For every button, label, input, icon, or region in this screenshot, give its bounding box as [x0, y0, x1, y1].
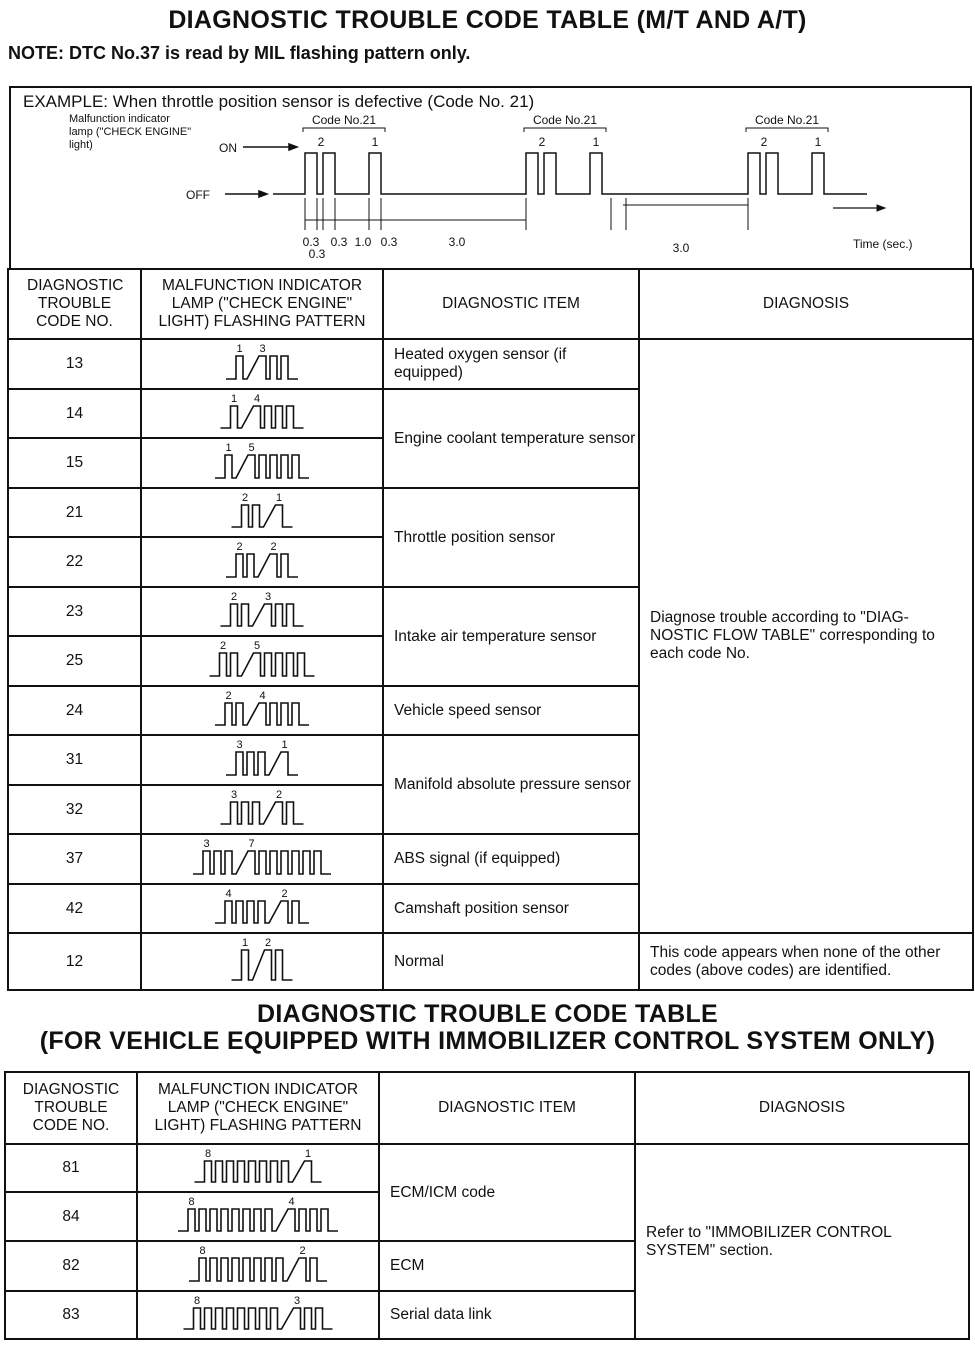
pulse-count-b: 3 — [293, 1295, 301, 1307]
diagnostic-item: ECM/ICM code — [379, 1144, 635, 1241]
pulse-count-a: 1 — [241, 937, 249, 949]
example-heading: EXAMPLE: When throttle position sensor is defective (Code No. 21) — [23, 92, 535, 111]
flash-pattern — [137, 1241, 379, 1291]
code-cell: 21 — [8, 488, 141, 537]
flash-pattern — [141, 834, 383, 884]
flash-pattern — [141, 735, 383, 785]
section-title-line2: (FOR VEHICLE EQUIPPED WITH IMMOBILIZER CONTROL SYSTEM ONLY) — [39, 1027, 936, 1055]
pulse-count-b: 5 — [248, 442, 255, 454]
on-label: ON — [219, 141, 237, 155]
dtc-table-immobilizer — [4, 1071, 970, 1340]
code-cell: 22 — [8, 537, 141, 587]
code-cell: 82 — [5, 1241, 137, 1291]
header-pattern: MALFUNCTION INDICATOR LAMP ("CHECK ENGINE" LIGHT) FLASHING PATTERN — [137, 1072, 379, 1144]
lamp-label-line2: lamp ("CHECK ENGINE" — [69, 126, 192, 138]
flash-pattern — [137, 1291, 379, 1339]
timing-value: 1.0 — [354, 235, 372, 249]
flash-waveform — [189, 1258, 327, 1281]
flash-pattern — [141, 587, 383, 636]
code-no-label: Code No.21 — [311, 113, 377, 127]
pulse-count-a: 2 — [230, 591, 238, 603]
page-title: DIAGNOSTIC TROUBLE CODE TABLE (M/T AND A/T) — [168, 6, 807, 34]
pulse-count-b: 1 — [275, 492, 283, 504]
time-axis-label: Time (sec.) — [853, 237, 913, 251]
code-cell: 42 — [8, 884, 141, 933]
header-item: DIAGNOSTIC ITEM — [379, 1072, 635, 1144]
pulse-count-b: 3 — [259, 343, 266, 355]
flash-waveform — [232, 950, 293, 980]
flash-pattern — [141, 438, 383, 488]
flash-waveform — [226, 752, 298, 775]
digit-a: 2 — [538, 135, 546, 149]
flash-waveform — [193, 851, 331, 874]
pulse-count-a: 1 — [225, 442, 232, 454]
pulse-count-b: 1 — [281, 739, 288, 751]
pulse-count-a: 8 — [193, 1295, 201, 1307]
diagnostic-item: ECM — [379, 1241, 635, 1291]
code-cell: 37 — [8, 834, 141, 884]
diagnostic-item: Manifold absolute pressure sensor — [383, 735, 639, 834]
flash-waveform — [215, 901, 309, 923]
timing-value: 0.3 — [380, 235, 398, 249]
pulse-count-a: 8 — [199, 1245, 206, 1257]
diagnostic-item: Camshaft position sensor — [383, 884, 639, 933]
code-cell: 23 — [8, 587, 141, 636]
flash-waveform — [221, 604, 304, 626]
flash-pattern — [141, 884, 383, 933]
header-diagnosis: DIAGNOSIS — [639, 269, 973, 339]
section-title-line1: DIAGNOSTIC TROUBLE CODE TABLE — [256, 1000, 718, 1028]
pulse-count-b: 3 — [264, 591, 272, 603]
flash-pattern — [141, 686, 383, 735]
dtc-table-main — [7, 268, 974, 991]
flash-pattern — [141, 933, 383, 990]
diagnostic-item: Normal — [383, 933, 639, 990]
digit-b: 1 — [371, 135, 379, 149]
diagnostic-item: Vehicle speed sensor — [383, 686, 639, 735]
pulse-count-a: 3 — [230, 789, 238, 801]
diagnostic-item: Engine coolant temperature sensor — [383, 389, 639, 488]
pulse-count-b: 7 — [248, 838, 255, 850]
pulse-count-b: 2 — [270, 541, 277, 553]
flash-pattern — [137, 1144, 379, 1192]
header-pattern: MALFUNCTION INDICATOR LAMP ("CHECK ENGINE" LIGHT) FLASHING PATTERN — [141, 269, 383, 339]
code-cell: 83 — [5, 1291, 137, 1339]
flash-pattern — [137, 1192, 379, 1241]
code-cell: 25 — [8, 636, 141, 686]
pulse-count-a: 4 — [225, 888, 232, 900]
code-cell: 24 — [8, 686, 141, 735]
header-item: DIAGNOSTIC ITEM — [383, 269, 639, 339]
pulse-count-a: 2 — [241, 492, 249, 504]
diagnostic-item: Intake air temperature sensor — [383, 587, 639, 686]
pulse-count-a: 2 — [225, 690, 232, 702]
code-cell: 14 — [8, 389, 141, 438]
flash-pattern — [141, 389, 383, 438]
pulse-count-b: 1 — [304, 1148, 312, 1160]
example-timing-diagram — [11, 108, 970, 268]
pulse-count-a: 2 — [236, 541, 243, 553]
diagnosis-normal: This code appears when none of the other codes (above codes) are identified. — [639, 933, 973, 990]
flash-pattern — [141, 785, 383, 834]
digit-b: 1 — [814, 135, 822, 149]
flash-waveform — [221, 406, 304, 428]
timing-value: 3.0 — [448, 235, 466, 249]
code-cell: 15 — [8, 438, 141, 488]
flash-waveform — [184, 1308, 333, 1329]
pulse-count-b: 5 — [253, 640, 261, 652]
timing-value: 0.3 — [330, 235, 348, 249]
code-cell: 84 — [5, 1192, 137, 1241]
code-no-label: Code No.21 — [754, 113, 820, 127]
flash-waveform — [178, 1209, 338, 1231]
timing-value: 0.3 — [308, 247, 326, 261]
pulse-count-a: 2 — [219, 640, 227, 652]
flash-waveform — [232, 505, 293, 527]
digit-a: 2 — [760, 135, 768, 149]
note: NOTE: DTC No.37 is read by MIL flashing pattern only. — [8, 43, 471, 63]
timing-value: 3.0 — [672, 241, 690, 255]
pulse-count-a: 1 — [230, 393, 238, 405]
flash-waveform — [210, 653, 315, 676]
flash-pattern — [141, 537, 383, 587]
flash-waveform — [195, 1161, 322, 1182]
code-cell: 81 — [5, 1144, 137, 1192]
flash-pattern — [141, 339, 383, 389]
diagnostic-item: Serial data link — [379, 1291, 635, 1339]
code-no-label: Code No.21 — [532, 113, 598, 127]
code-cell: 31 — [8, 735, 141, 785]
pulse-count-b: 4 — [288, 1196, 295, 1208]
pulse-count-b: 2 — [281, 888, 288, 900]
pulse-count-b: 4 — [253, 393, 261, 405]
lamp-label-line3: light) — [69, 139, 93, 151]
flash-waveform — [226, 554, 298, 577]
pulse-count-a: 8 — [204, 1148, 212, 1160]
digit-a: 2 — [317, 135, 325, 149]
header-diagnosis: DIAGNOSIS — [635, 1072, 969, 1144]
diagnostic-item: Throttle position sensor — [383, 488, 639, 587]
flash-waveform — [215, 703, 309, 725]
pulse-count-a: 1 — [236, 343, 243, 355]
pulse-count-a: 3 — [236, 739, 243, 751]
digit-b: 1 — [592, 135, 600, 149]
code-cell: 32 — [8, 785, 141, 834]
example-box — [9, 86, 972, 270]
diagnosis-main: Diagnose trouble according to "DIAG-NOSTIC FLOW TABLE" corresponding to each code No. — [639, 339, 973, 933]
header-code: DIAGNOSTIC TROUBLE CODE NO. — [5, 1072, 137, 1144]
flash-waveform — [221, 802, 304, 824]
pulse-count-b: 4 — [259, 690, 266, 702]
lamp-label-line1: Malfunction indicator — [69, 113, 170, 125]
code-cell: 12 — [8, 933, 141, 990]
flash-pattern — [141, 488, 383, 537]
pulse-count-b: 2 — [299, 1245, 306, 1257]
flash-pattern — [141, 636, 383, 686]
header-code: DIAGNOSTIC TROUBLE CODE NO. — [8, 269, 141, 339]
pulse-count-a: 3 — [203, 838, 210, 850]
pulse-count-a: 8 — [188, 1196, 195, 1208]
flash-waveform — [215, 455, 309, 478]
timing-value: 0.3 — [302, 235, 320, 249]
diagnostic-item: ABS signal (if equipped) — [383, 834, 639, 884]
pulse-count-b: 2 — [275, 789, 283, 801]
flash-waveform — [226, 356, 298, 379]
diagnostic-item: Heated oxygen sensor (if equipped) — [383, 339, 639, 389]
off-label: OFF — [186, 188, 210, 202]
code-cell: 13 — [8, 339, 141, 389]
pulse-count-b: 2 — [264, 937, 272, 949]
diagnosis-immobilizer: Refer to "IMMOBILIZER CONTROL SYSTEM" section. — [635, 1144, 969, 1339]
